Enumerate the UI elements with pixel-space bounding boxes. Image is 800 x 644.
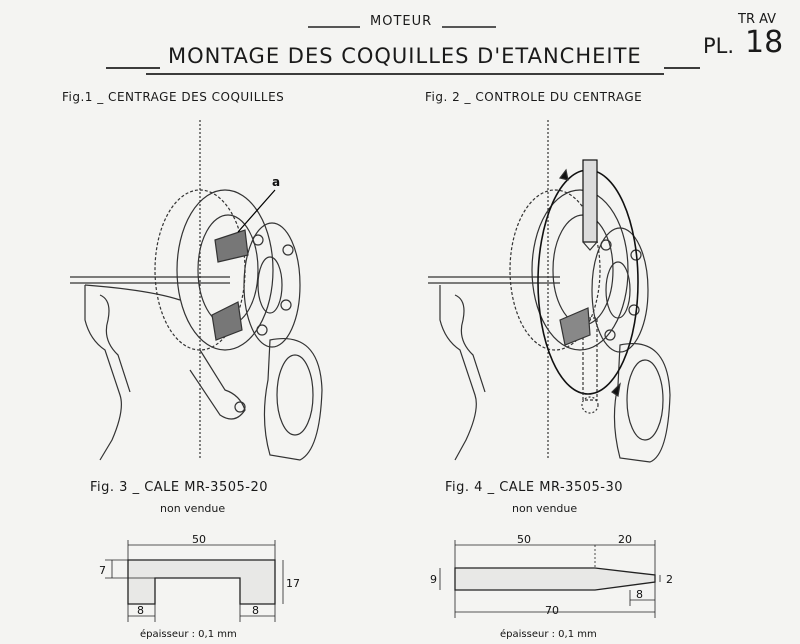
category-label: MOTEUR [370,14,433,29]
fig3-dim-leg-right: 8 [252,604,259,617]
fig3-dim-width: 50 [192,533,206,546]
fig4-dim-taper: 20 [618,533,632,546]
fig3-subcaption: non vendue [160,502,226,515]
fig1-caption: Fig.1 _ CENTRAGE DES COQUILLES [62,90,285,104]
fig3-dim-height: 17 [286,577,300,590]
fig4-subcaption: non vendue [512,502,578,515]
fig3-dim-thickness: 7 [99,564,106,577]
page-title: MONTAGE DES COQUILLES D'ETANCHEITE [168,44,642,68]
fig4-dim-body: 50 [517,533,531,546]
fig3-dim-leg-left: 8 [137,604,144,617]
fig1-callout-a: a [272,175,281,189]
fig4-dim-tip: 2 [666,573,673,586]
fig2-caption: Fig. 2 _ CONTROLE DU CENTRAGE [425,90,643,104]
fig4-dim-height: 9 [430,573,437,586]
fig3-caption: Fig. 3 _ CALE MR-3505-20 [90,480,268,495]
fig4-dim-tip-length: 8 [636,588,643,601]
fig4-dim-total: 70 [545,604,559,617]
fig4-thickness-note: épaisseur : 0,1 mm [500,629,597,640]
fig4-caption: Fig. 4 _ CALE MR-3505-30 [445,480,623,495]
plate-prefix: PL. [703,34,735,58]
fig3-thickness-note: épaisseur : 0,1 mm [140,629,237,640]
plate-label: TR AV [738,12,777,27]
plate-number: 18 [745,25,784,60]
